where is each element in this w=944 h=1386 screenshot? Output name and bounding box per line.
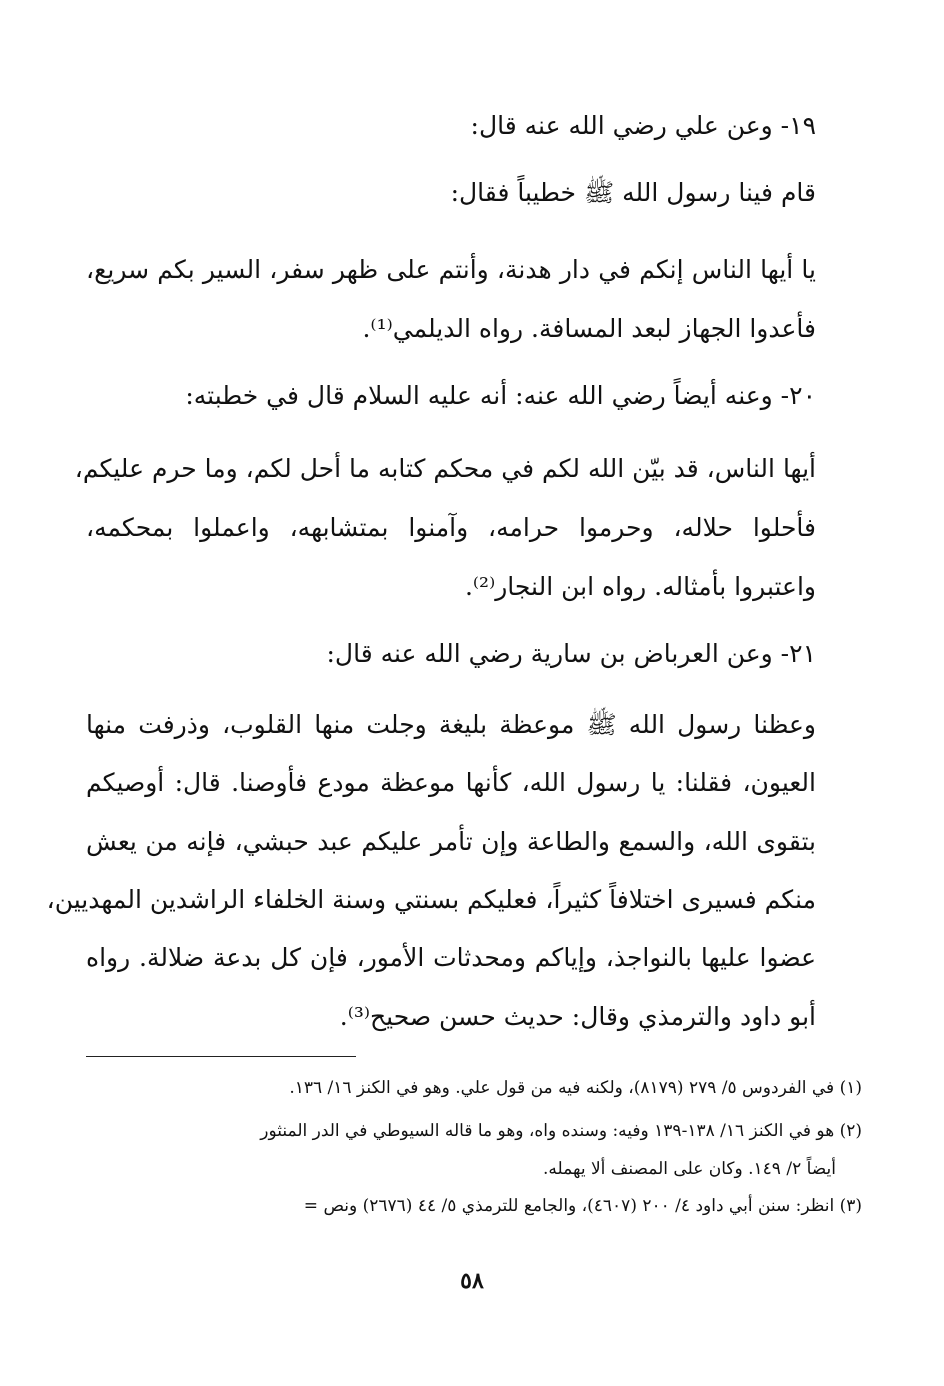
hadith-21-text-line-6: أبو داود والترمذي وقال: حديث حسن صحيح⁽³⁾. <box>339 1002 816 1031</box>
hadith-21-text-line-1: وعظنا رسول الله ﷺ موعظة بليغة وجلت منها القلوب، وذرفت منها <box>86 710 816 739</box>
footnote-2-continuation: أيضاً ٢/ ١٤٩. وكان على المصنف ألا يهمله. <box>543 1159 836 1179</box>
footnote-1: (١) في الفردوس ٥/ ٢٧٩ (٨١٧٩)، ولكنه فيه من قول علي. وهو في الكنز ١٦/ ١٣٦. <box>289 1078 862 1098</box>
page-number: ٥٨ <box>460 1268 484 1294</box>
hadith-21-text-line-5: عضوا عليها بالنواجذ، وإياكم ومحدثات الأمور، فإن كل بدعة ضلالة. رواه <box>86 943 816 972</box>
hadith-20-heading: ٢٠- وعنه أيضاً رضي الله عنه: أنه عليه السلام قال في خطبته: <box>185 381 816 410</box>
hadith-21-heading: ٢١- وعن العرباض بن سارية رضي الله عنه قال: <box>326 639 816 668</box>
hadith-19-intro: قام فينا رسول الله ﷺ خطيباً فقال: <box>450 178 816 207</box>
hadith-19-heading: ١٩- وعن علي رضي الله عنه قال: <box>470 111 816 140</box>
hadith-21-text-line-2: العيون، فقلنا: يا رسول الله، كأنها موعظة مودع فأوصنا. قال: أوصيكم <box>86 768 816 797</box>
hadith-20-text-line-1: أيها الناس، قد بيّن الله لكم في محكم كتابه ما أحل لكم، وما حرم عليكم، <box>74 454 816 483</box>
hadith-19-text-line-2: فأعدوا الجهاز لبعد المسافة. رواه الديلمي⁽¹⁾. <box>362 314 816 343</box>
footnote-separator <box>86 1056 356 1057</box>
hadith-19-text-line-1: يا أيها الناس إنكم في دار هدنة، وأنتم على ظهر سفر، السير بكم سريع، <box>86 255 816 284</box>
footnote-3: (٣) انظر: سنن أبي داود ٤/ ٢٠٠ (٤٦٠٧)، والجامع للترمذي ٥/ ٤٤ (٢٦٧٦) ونص = <box>303 1196 862 1216</box>
hadith-20-text-line-2: فأحلوا حلاله، وحرموا حرامه، وآمنوا بمتشابهه، واعملوا بمحكمه، <box>86 513 816 542</box>
hadith-21-text-line-3: بتقوى الله، والسمع والطاعة وإن تأمر عليكم عبد حبشي، فإنه من يعش <box>86 827 816 856</box>
hadith-21-text-line-4: منكم فسيرى اختلافاً كثيراً، فعليكم بسنتي وسنة الخلفاء الراشدين المهديين، <box>46 885 816 914</box>
footnote-2: (٢) هو في الكنز ١٦/ ١٣٨-١٣٩ وفيه: وسنده واه، وهو ما قاله السيوطي في الدر المنثور <box>260 1121 862 1141</box>
hadith-20-text-line-3: واعتبروا بأمثاله. رواه ابن النجار⁽²⁾. <box>464 572 816 601</box>
